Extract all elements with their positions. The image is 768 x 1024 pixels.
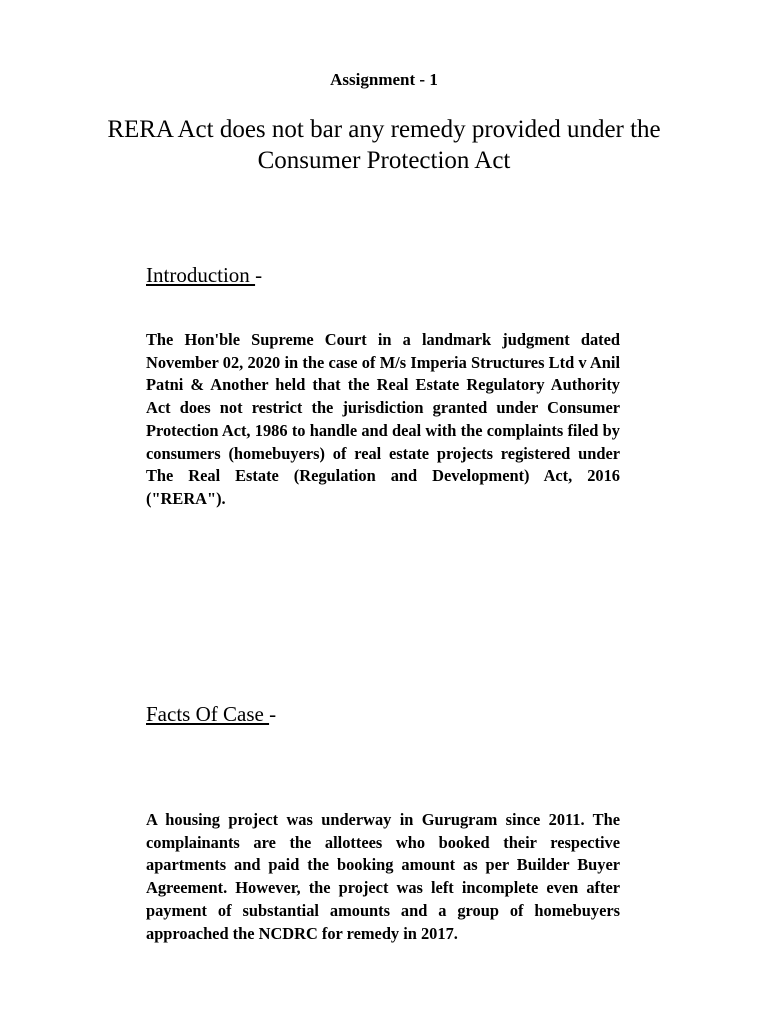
document-title: RERA Act does not bar any remedy provided under the Consumer Protection Act xyxy=(107,116,661,174)
facts-heading-text: Facts Of Case xyxy=(146,702,270,726)
facts-heading xyxy=(146,702,276,727)
assignment-label: Assignment - 1 xyxy=(330,70,438,89)
introduction-heading-text: Introduction xyxy=(146,263,256,287)
introduction-heading xyxy=(146,263,262,288)
facts-paragraph: A housing project was underway in Gurugram since 2011. The complainants are the allottees who booked their respective apartments and paid the booking amount as per Builder Buyer Agreement. However, the project was left incomplete even after payment of substantial amounts and a group of homebuyers approached the NCDRC for remedy in 2017. xyxy=(146,810,620,943)
introduction-heading-dash: - xyxy=(255,263,263,287)
facts-heading-dash: - xyxy=(269,702,277,726)
introduction-paragraph: The Hon'ble Supreme Court in a landmark judgment dated November 02, 2020 in the case of M/s Imperia Structures Ltd v Anil Patni & Another held that the Real Estate Regulatory Authority Act does not restrict the jurisdiction granted under Consumer Protection Act, 1986 to handle and deal with the complaints filed by consumers (homebuyers) of real estate projects registered under The Real Estate (Regulation and Development) Act, 2016 ("RERA"). xyxy=(146,330,620,508)
